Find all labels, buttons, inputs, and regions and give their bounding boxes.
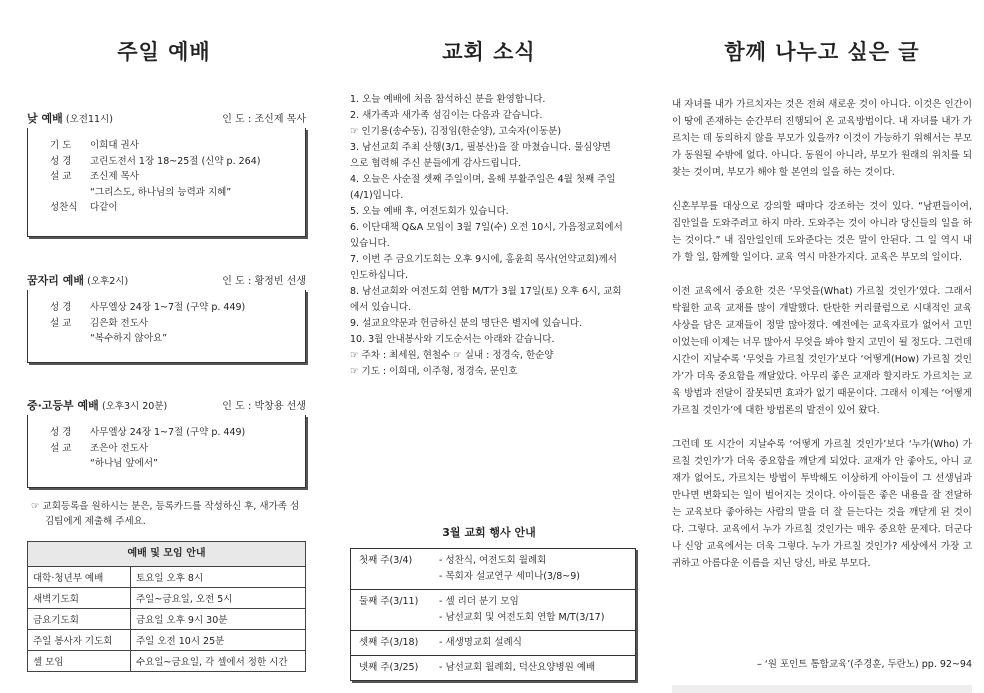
column-shared-essay <box>672 0 972 691</box>
service-row <box>28 154 305 170</box>
kids-service-name: 꿈자리 예배 <box>27 274 84 287</box>
event-item: - 목회자 설교연구 세미나(3/8~9) <box>439 571 580 582</box>
service-row-value: 김은화 전도사 <box>90 317 149 329</box>
service-row-value: “복수하지 않아요” <box>90 333 168 344</box>
essay-paragraph: 내 자녀를 내가 가르치자는 것은 전혀 새로운 것이 아니다. 이것은 인간이 이 땅에 존재하는 순간부터 진행되어 온 교육방법이다. 내 자녀를 내가 가르치는 데 동의하지 않을 부모가 있을까? 이것이 가능하기 위해서는 부모가 동원될 수밖에 없다. 아니다. 동원이 아니라, 부모가 원래의 위치를 되찾는 것이며, 부모가 해야 할 본연의 일을 하는 것이다. <box>672 99 972 178</box>
news-line: 9. 설교요약문과 헌금하신 분의 명단은 별지에 있습니다. <box>350 318 583 329</box>
service-row-label: 설 교 <box>50 171 72 182</box>
kids-service-header <box>27 272 306 292</box>
event-week: 셋째 주(3/18) <box>359 637 419 648</box>
event-row <box>351 656 635 680</box>
noon-service-header <box>27 110 306 130</box>
meeting-name: 새벽기도회 <box>28 588 131 609</box>
service-row-value: 조신제 목사 <box>90 171 139 182</box>
service-row-value: 이희대 권사 <box>90 140 139 151</box>
noon-service-box <box>27 128 306 237</box>
essay-paragraph: 그런데 또 시간이 지날수록 ‘어떻게 가르칠 것인가’보다 ‘누가(Who) 가르칠 것인가’가 더욱 중요함을 깨닫게 되었다. 교재가 안 좋아도, 아니 교재가 없어도, 가르치는 방법이 투박해도 이상하게 아이들이 그 선생님과 만나면 변화되는 일이 벌어지는 것이다. 아이들은 좋은 내용을 잘 전달하는 교육보다 좋아하는 사람의 말을 더 잘 듣는다는 것을 깨닫게 된 것이다. 그렇다. 교육에서 누가 가르칠 것인가는 매우 중요한 문제다. 더군다나 신앙 교육에서는 더욱 그렇다. 누가 가르칠 것인가? 세상에서 가장 고귀하고 아름다운 이름을 지닌 당신, 바로 부모다. <box>672 439 972 569</box>
meetings-table <box>27 566 306 672</box>
events-table <box>350 548 636 681</box>
youth-service-header <box>27 397 306 417</box>
meeting-name: 금요기도회 <box>28 609 131 630</box>
news-line: ☞ 주차 : 최세원, 현철수 ☞ 실내 : 정경숙, 한순양 <box>350 350 554 361</box>
noon-service-name: 낮 예배 <box>27 112 63 125</box>
meeting-time: 수요일~금요일, 각 셀에서 정한 시간 <box>131 651 306 672</box>
service-row-label: 성 경 <box>50 427 72 438</box>
column-title: 함께 나누고 싶은 글 <box>724 40 920 64</box>
events-title: 3월 교회 행사 안내 <box>442 526 536 539</box>
column-title: 교회 소식 <box>442 40 536 64</box>
meeting-time: 토요일 오후 8시 <box>131 567 306 588</box>
event-week: 둘째 주(3/11) <box>359 596 419 607</box>
news-line: 7. 이번 주 금요기도회는 오후 9시에, 홍윤희 목사(언약교회)께서 <box>350 254 617 265</box>
service-row-label: 기 도 <box>50 140 72 151</box>
meeting-row <box>28 651 306 672</box>
event-week: 첫째 주(3/4) <box>359 555 413 566</box>
service-row-label <box>28 331 90 347</box>
news-list <box>350 92 638 380</box>
page-edge-shade <box>672 685 972 693</box>
news-line: (4/1)입니다. <box>350 190 404 201</box>
news-line: 에서 있습니다. <box>350 302 412 313</box>
meeting-row <box>28 609 306 630</box>
service-row <box>28 441 305 457</box>
meeting-row <box>28 588 306 609</box>
event-item: - 셀 리더 분기 모임 <box>439 596 519 607</box>
event-week: 넷째 주(3/25) <box>359 662 419 673</box>
service-row <box>28 200 305 216</box>
kids-service-rows <box>28 300 305 347</box>
event-item: - 남선교회 월례회, 덕산요양병원 예배 <box>439 662 596 673</box>
news-line: 으로 협력해 주신 분들에게 감사드립니다. <box>350 158 522 169</box>
noon-service-time: (오전11시) <box>65 114 113 125</box>
news-line: 인도하십니다. <box>350 270 409 281</box>
event-item: - 새생명교회 설례식 <box>439 637 522 648</box>
essay-body <box>672 96 972 589</box>
meeting-name: 셀 모임 <box>28 651 131 672</box>
news-line: 5. 오늘 예배 후, 여전도회가 있습니다. <box>350 206 509 217</box>
event-item: - 성찬식, 여전도회 월례회 <box>439 555 547 566</box>
kids-service-time: (오후2시) <box>87 276 129 287</box>
kids-service-box <box>27 290 306 363</box>
meeting-row <box>28 630 306 651</box>
meeting-time: 주일~금요일, 오전 5시 <box>131 588 306 609</box>
event-row <box>351 549 635 590</box>
column-sunday-worship <box>22 0 306 691</box>
service-row-label: 성찬식 <box>50 202 78 213</box>
news-line: 10. 3월 안내봉사와 기도순서는 아래와 같습니다. <box>350 334 555 345</box>
meeting-row <box>28 567 306 588</box>
noon-service-rows <box>28 138 305 216</box>
event-item: - 남선교회 및 여전도회 연합 M/T(3/17) <box>439 612 605 623</box>
column-title: 주일 예배 <box>117 40 211 64</box>
news-line: 8. 남선교회와 여전도회 연합 M/T가 3월 17일(토) 오후 6시, 교회 <box>350 286 622 297</box>
news-line: ☞ 인기용(송수동), 김정임(한순양), 고숙자(이동분) <box>350 126 562 137</box>
service-row-value: 사무엘상 24장 1~7절 (구약 p. 449) <box>90 302 246 313</box>
noon-service-leader: 인 도 : 조신제 목사 <box>222 114 306 125</box>
service-row-value: 사무엘상 24장 1~7절 (구약 p. 449) <box>90 427 246 438</box>
meetings-table-block <box>27 541 306 672</box>
service-row <box>28 316 305 332</box>
news-line: 2. 새가족과 새가족 섬김이는 다음과 같습니다. <box>350 110 543 121</box>
service-row <box>28 169 305 185</box>
meeting-name: 대학·청년부 예배 <box>28 567 131 588</box>
service-row <box>28 138 305 154</box>
service-row-value: 고린도전서 1장 18~25절 (신약 p. 264) <box>90 155 261 167</box>
service-row-label: 설 교 <box>50 442 72 454</box>
event-row <box>351 590 635 631</box>
news-line: 6. 이단대책 Q&A 모임이 3월 7일(수) 오전 10시, 가음정교회에서 <box>350 222 623 233</box>
service-row <box>28 331 305 347</box>
news-line: ☞ 기도 : 이희대, 이주형, 정경숙, 문인호 <box>350 366 518 377</box>
youth-service-time: (오후3시 20분) <box>101 401 168 412</box>
kids-service-leader: 인 도 : 황정빈 선생 <box>222 276 306 287</box>
event-items <box>439 635 522 651</box>
service-row <box>28 300 305 316</box>
registration-note: ☞ 교회등록을 원하시는 분은, 등록카드를 작성하신 후, 새가족 섬김팀에게 제출해 주세요. <box>31 501 300 527</box>
column-church-news <box>340 0 638 691</box>
meeting-time: 주일 오전 10시 25분 <box>131 630 306 651</box>
youth-service-leader: 인 도 : 박창용 선생 <box>222 401 306 412</box>
news-line: 있습니다. <box>350 238 390 249</box>
news-line: 3. 남선교회 주최 산행(3/1, 필봉산)을 잘 마쳤습니다. 물심양면 <box>350 142 611 153</box>
youth-service-name: 중·고등부 예배 <box>27 399 99 412</box>
service-row <box>28 185 305 201</box>
youth-service-rows <box>28 425 305 472</box>
service-row-label <box>28 456 90 472</box>
service-row-label: 성 경 <box>50 302 72 313</box>
youth-service-box <box>27 415 306 488</box>
service-row-value: 조은아 전도사 <box>90 442 149 454</box>
essay-paragraph: 신혼부부를 대상으로 강의할 때마다 강조하는 것이 있다. “남편들이여, 집안일을 도와주려고 하지 마라. 도와주는 것이 아니라 당신들의 일을 하는 것이다.” 내 집안일인데 도와준다는 것은 말이 안된다. 그 일 역시 내가 할 일, 함께할 일이다. 교육 역시 마찬가지다. 교육은 부모의 일이다. <box>672 201 972 263</box>
meeting-name: 주일 봉사자 기도회 <box>28 630 131 651</box>
essay-citation: – ‘원 포인트 통합교육’(주경훈, 두란노) pp. 92~94 <box>756 659 972 670</box>
event-row <box>351 631 635 656</box>
service-row-value: “그리스도, 하나님의 능력과 지혜” <box>90 186 232 198</box>
service-row-label: 설 교 <box>50 317 72 329</box>
news-line: 1. 오늘 예배에 처음 참석하신 분을 환영합니다. <box>350 94 546 105</box>
event-items <box>439 594 604 626</box>
news-line: 4. 오늘은 사순절 셋째 주일이며, 올해 부활주일은 4월 첫째 주일 <box>350 174 616 185</box>
service-row-label <box>28 185 90 201</box>
service-row-label: 성 경 <box>50 155 72 167</box>
meetings-title: 예배 및 모임 안내 <box>27 541 306 566</box>
service-row <box>28 425 305 441</box>
event-items <box>439 553 580 585</box>
service-row <box>28 456 305 472</box>
essay-paragraph: 이전 교육에서 중요한 것은 ‘무엇을(What) 가르칠 것인가’였다. 그래서 탁월한 교육 교재를 많이 개발했다. 탄탄한 커리큘럼으로 시대적인 교육 사상을 담은 교재들이 정말 많아졌다. 예전에는 교육자료가 없어서 고민이었는데 이제는 너무 많아서 무엇을 봐야 할지 고민이 될 정도다. 그런데 시간이 지날수록 ‘무엇을 가르칠 것인가’보다 ‘어떻게(How) 가르칠 것인가’가 더욱 중요함을 깨달았다. 아무리 좋은 교재라 할지라도 가르치는 교육 방법과 전달이 잘못되면 효과가 없기 때문이다. 그래서 이제는 ‘어떻게 가르칠 것인가’에 대한 방법론의 발전이 있어 왔다. <box>672 286 972 416</box>
service-row-value: “하나님 앞에서” <box>90 458 158 469</box>
meeting-time: 금요일 오후 9시 30분 <box>131 609 306 630</box>
event-items <box>439 660 595 676</box>
service-row-value: 다같이 <box>90 202 118 213</box>
